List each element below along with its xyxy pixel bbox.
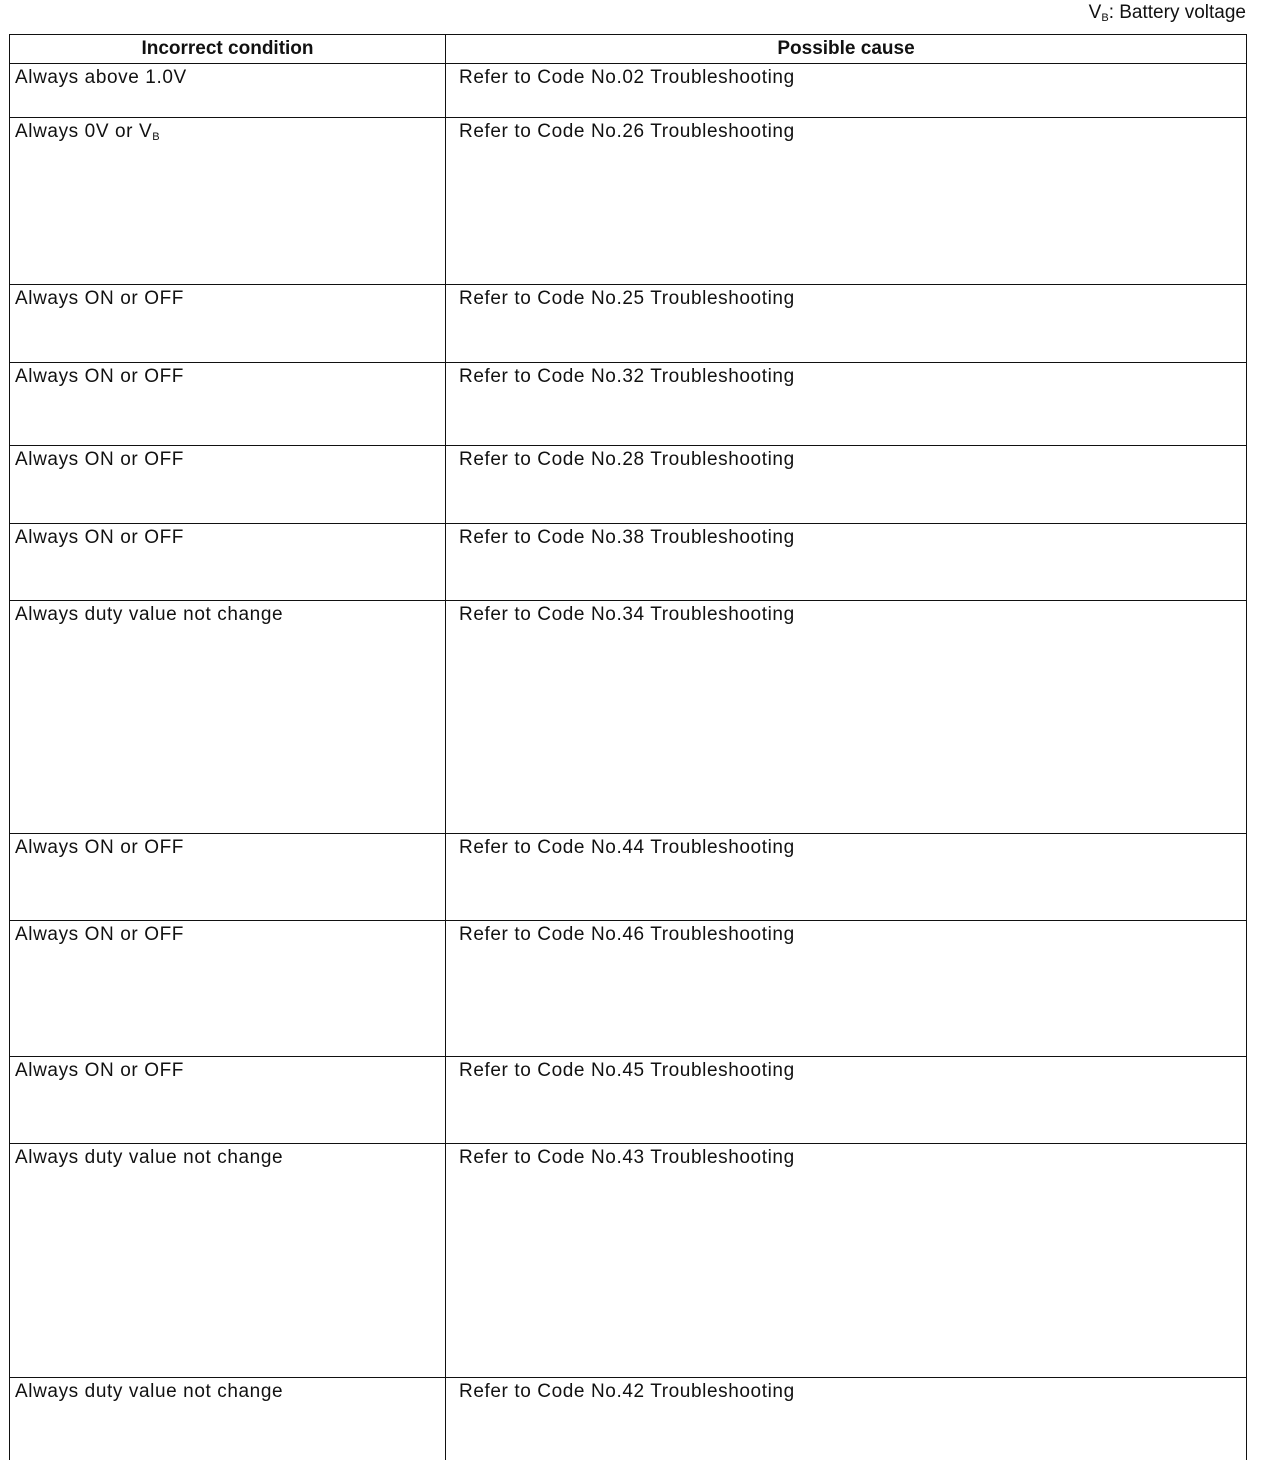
table-row xyxy=(10,834,1247,921)
cause-cell: Refer to Code No.28 Troubleshooting xyxy=(446,446,1247,524)
table-row xyxy=(10,1378,1247,1460)
table-row xyxy=(10,601,1247,834)
legend-symbol: V xyxy=(1088,2,1102,23)
cause-cell: Refer to Code No.46 Troubleshooting xyxy=(446,921,1247,1057)
cause-cell: Refer to Code No.43 Troubleshooting xyxy=(446,1144,1247,1378)
condition-cell: Always ON or OFF xyxy=(10,1057,446,1144)
cause-cell: Refer to Code No.42 Troubleshooting xyxy=(446,1378,1247,1460)
cause-cell: Refer to Code No.25 Troubleshooting xyxy=(446,285,1247,363)
legend-subscript: B xyxy=(1101,12,1109,24)
condition-cell: Always ON or OFF xyxy=(10,921,446,1057)
battery-voltage-legend xyxy=(1089,2,1246,29)
condition-cell: Always ON or OFF xyxy=(10,834,446,921)
condition-cell: Always ON or OFF xyxy=(10,285,446,363)
cause-cell: Refer to Code No.44 Troubleshooting xyxy=(446,834,1247,921)
cause-cell: Refer to Code No.26 Troubleshooting xyxy=(446,118,1247,285)
condition-cell: Always duty value not change xyxy=(10,601,446,834)
table-header-row xyxy=(10,35,1247,64)
condition-cell: Always duty value not change xyxy=(10,1378,446,1460)
condition-cell: Always duty value not change xyxy=(10,1144,446,1378)
cause-cell: Refer to Code No.32 Troubleshooting xyxy=(446,363,1247,446)
table-row xyxy=(10,64,1247,118)
condition-subscript: B xyxy=(152,131,161,143)
cause-cell: Refer to Code No.45 Troubleshooting xyxy=(446,1057,1247,1144)
table-row xyxy=(10,921,1247,1057)
table-row xyxy=(10,446,1247,524)
table-row xyxy=(10,118,1247,285)
table-row xyxy=(10,363,1247,446)
condition-cell: Always ON or OFF xyxy=(10,524,446,601)
troubleshooting-table xyxy=(9,34,1247,1460)
cause-cell: Refer to Code No.38 Troubleshooting xyxy=(446,524,1247,601)
condition-cell: Always ON or OFF xyxy=(10,363,446,446)
table-row xyxy=(10,524,1247,601)
condition-cell: Always above 1.0V xyxy=(10,64,446,118)
table-row xyxy=(10,1144,1247,1378)
condition-text: Always 0V or V xyxy=(15,121,153,142)
cause-cell: Refer to Code No.34 Troubleshooting xyxy=(446,601,1247,834)
table-row xyxy=(10,285,1247,363)
condition-cell xyxy=(10,118,446,285)
header-incorrect-condition: Incorrect condition xyxy=(10,35,446,64)
condition-cell: Always ON or OFF xyxy=(10,446,446,524)
cause-cell: Refer to Code No.02 Troubleshooting xyxy=(446,64,1247,118)
legend-text: : Battery voltage xyxy=(1108,2,1246,23)
table-row xyxy=(10,1057,1247,1144)
header-possible-cause: Possible cause xyxy=(446,35,1247,64)
